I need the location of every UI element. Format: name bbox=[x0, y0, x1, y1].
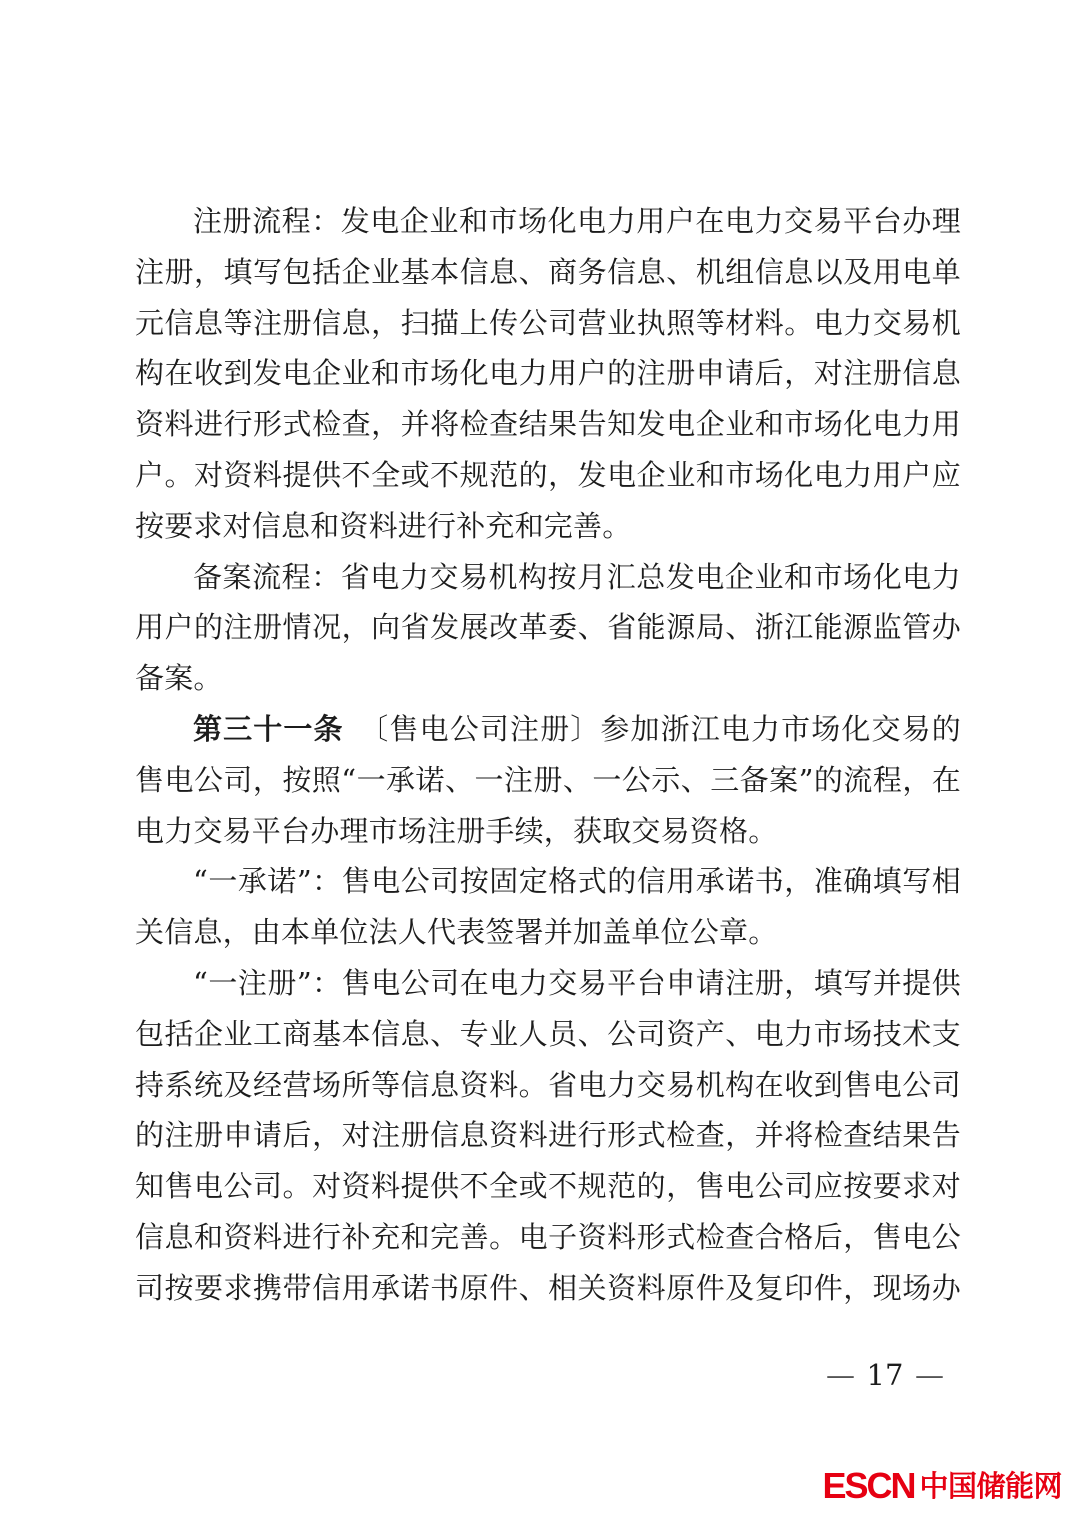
text-line: 用户的注册情况，向省发展改革委、省能源局、浙江能源监管办 bbox=[135, 610, 961, 645]
text-line-article-31 bbox=[135, 704, 961, 755]
page-number-dash-left: — bbox=[826, 1358, 855, 1392]
text-line: “一注册”：售电公司在电力交易平台申请注册，填写并提供 bbox=[193, 965, 961, 1000]
page-number-value: 17 bbox=[866, 1358, 904, 1392]
text-line: 包括企业工商基本信息、专业人员、公司资产、电力市场技术支 bbox=[135, 1016, 961, 1051]
article-text: 〔售电公司注册〕参加浙江电力市场化交易的 bbox=[343, 711, 961, 746]
text-line: 售电公司，按照“一承诺、一注册、一公示、三备案”的流程，在 bbox=[135, 762, 961, 797]
text-line: 资料进行形式检查，并将检查结果告知发电企业和市场化电力用 bbox=[135, 407, 961, 442]
text-line: 司按要求携带信用承诺书原件、相关资料原件及复印件，现场办 bbox=[135, 1270, 961, 1305]
document-body bbox=[135, 196, 961, 1314]
page-number bbox=[826, 1358, 944, 1392]
logo-site-name: 中国储能网 bbox=[919, 1468, 1062, 1503]
escn-logo-text: ESCN bbox=[822, 1465, 915, 1506]
page-number-dash-right: — bbox=[915, 1358, 944, 1392]
text-line: 关信息，由本单位法人代表签署并加盖单位公章。 bbox=[135, 915, 778, 950]
text-line: 电力交易平台办理市场注册手续，获取交易资格。 bbox=[135, 813, 778, 848]
footer-logo bbox=[822, 1465, 1062, 1506]
text-line: 信息和资料进行补充和完善。电子资料形式检查合格后，售电公 bbox=[135, 1219, 961, 1254]
text-line: “一承诺”：售电公司按固定格式的信用承诺书，准确填写相 bbox=[193, 864, 961, 899]
text-line: 户。对资料提供不全或不规范的，发电企业和市场化电力用户应 bbox=[135, 457, 961, 492]
article-number: 第三十一条 bbox=[193, 711, 344, 746]
text-line: 备案流程：省电力交易机构按月汇总发电企业和市场化电力 bbox=[193, 559, 961, 594]
text-line: 注册流程：发电企业和市场化电力用户在电力交易平台办理 bbox=[193, 204, 961, 238]
text-line: 按要求对信息和资料进行补充和完善。 bbox=[135, 508, 632, 543]
text-line: 元信息等注册信息，扫描上传公司营业执照等材料。电力交易机 bbox=[135, 305, 961, 340]
text-line: 的注册申请后，对注册信息资料进行形式检查，并将检查结果告 bbox=[135, 1118, 961, 1153]
text-line: 构在收到发电企业和市场化电力用户的注册申请后，对注册信息 bbox=[135, 356, 961, 391]
text-line: 持系统及经营场所等信息资料。省电力交易机构在收到售电公司 bbox=[135, 1067, 961, 1102]
text-line: 注册，填写包括企业基本信息、商务信息、机组信息以及用电单 bbox=[135, 254, 961, 289]
text-line: 知售电公司。对资料提供不全或不规范的，售电公司应按要求对 bbox=[135, 1169, 961, 1204]
text-line: 备案。 bbox=[135, 661, 223, 696]
